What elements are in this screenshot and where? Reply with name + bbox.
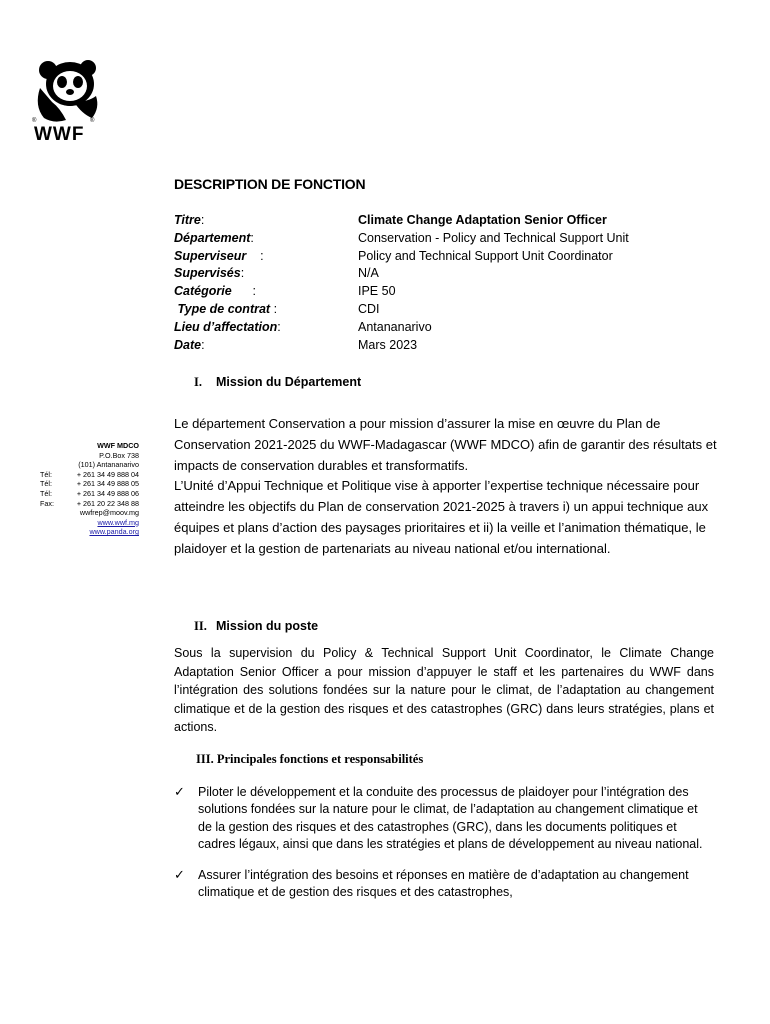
phone-label: Tél: xyxy=(40,469,52,479)
paragraph: Le département Conservation a pour mission d’assurer la mise en œuvre du Plan de Conservation 2021-2025 du WWF-Madagascar (WWF MDCO) afin de garantir des résultats et impacts de conservation durables et transformatifs. xyxy=(174,416,717,473)
org-name: WWF MDCO xyxy=(97,441,139,450)
contact-sidebar xyxy=(40,441,139,537)
phone-number: + 261 34 49 888 04 xyxy=(76,469,139,479)
list-item xyxy=(174,867,714,902)
phone-label: Tél: xyxy=(40,488,52,498)
list-item-text: Piloter le développement et la conduite des processus de plaidoyer pour l’intégration des solutions fondées sur la nature pour le climat, de l’adaptation au changement climatique et de la gestion des risques et des catastrophes (GRC), dans les documents politiques et cadres légaux, ainsi que dans les stratégies et plans de développement au niveau national. xyxy=(198,785,703,852)
meta-label-separator: : xyxy=(231,284,256,299)
section-number: III. xyxy=(196,752,214,766)
meta-label-separator: : xyxy=(200,213,205,227)
website-link[interactable]: www.wwf.mg xyxy=(97,517,139,527)
meta-value: Climate Change Adaptation Senior Officer xyxy=(358,213,607,227)
meta-row xyxy=(174,212,714,230)
meta-label-separator: : xyxy=(250,230,254,245)
section-number: I. xyxy=(194,375,202,389)
list-item xyxy=(174,784,714,854)
section-heading-2 xyxy=(194,619,318,634)
meta-value: N/A xyxy=(358,266,379,281)
meta-row xyxy=(174,265,714,283)
email: wwfrep@moov.mg xyxy=(79,508,139,518)
section-title: Mission du Département xyxy=(216,375,362,389)
meta-label xyxy=(174,319,358,337)
meta-row xyxy=(174,283,714,301)
phone-line xyxy=(40,499,139,509)
meta-label-text: Lieu d’affectation xyxy=(174,319,278,334)
meta-label-separator: : xyxy=(277,319,281,334)
meta-value: Policy and Technical Support Unit Coordinator xyxy=(358,248,613,263)
meta-row xyxy=(174,319,714,337)
meta-value: Mars 2023 xyxy=(358,337,418,352)
website-link[interactable]: www.panda.org xyxy=(89,527,139,537)
meta-label-text: Supervisés xyxy=(174,266,241,281)
meta-label-text: Type de contrat xyxy=(174,301,271,316)
meta-label xyxy=(174,265,358,283)
meta-value: Conservation - Policy and Technical Support Unit xyxy=(358,230,629,245)
meta-label xyxy=(174,337,358,355)
meta-label-text: Titre xyxy=(174,213,201,227)
phone-number: + 261 20 22 348 88 xyxy=(76,498,139,508)
section-number: II. xyxy=(194,619,207,633)
meta-value: Antananarivo xyxy=(358,319,432,334)
meta-label xyxy=(174,248,358,266)
responsibilities-list xyxy=(174,784,714,914)
meta-value: CDI xyxy=(358,301,380,316)
checkmark-icon: ✓ xyxy=(174,867,185,883)
meta-row xyxy=(174,248,714,266)
meta-label-text: Département xyxy=(174,230,251,245)
panda-icon xyxy=(30,58,102,124)
meta-label-separator: : xyxy=(201,337,205,352)
mission-departement xyxy=(174,414,722,560)
meta-row xyxy=(174,230,714,248)
paragraph: L’Unité d’Appui Technique et Politique vise à apporter l’expertise technique nécessaire pour atteindre les objectifs du Plan de conservation 2021-2025 à travers i) un appui technique aux équipes et plans d’action des paysages prioritaires et ii) la veille et l’animation thématique, le plaidoyer et la gestion de partenariats au niveau national et/ou international. xyxy=(174,478,709,556)
meta-label-text: Date xyxy=(174,337,202,352)
checkmark-icon: ✓ xyxy=(174,785,185,800)
wwf-logo xyxy=(30,58,102,152)
meta-label-separator: : xyxy=(240,266,245,281)
city: (101) Antananarivo xyxy=(78,460,139,470)
phone-line xyxy=(40,489,139,499)
phone-number: + 261 34 49 888 05 xyxy=(76,479,139,489)
job-meta-table xyxy=(174,212,714,354)
meta-label-text: Catégorie xyxy=(174,284,232,299)
phone-label: Tél: xyxy=(40,479,52,489)
section-title: Principales fonctions et responsabilités xyxy=(216,752,424,766)
meta-value: IPE 50 xyxy=(358,284,396,299)
meta-label xyxy=(174,212,358,230)
mission-poste: Sous la supervision du Policy & Technical Support Unit Coordinator, le Climate Change Adaptation Senior Officer a pour mission d’appuyer le staff et les partenaires du WWF dans l’intégration des solutions fondées sur la nature pour le climat, de l’adaptation au changement climatique et de la gestion des risques et des catastrophes (GRC) dans leurs stratégies, plans et actions. xyxy=(174,646,714,735)
meta-label-separator: : xyxy=(270,301,278,316)
phone-line xyxy=(40,470,139,480)
meta-row xyxy=(174,337,714,355)
list-item-text: Assurer l’intégration des besoins et réponses en matière de d’adaptation au changement climatique et de gestion des risques et des catastrophes, xyxy=(198,867,689,900)
meta-label-separator: : xyxy=(246,248,264,263)
phone-number: + 261 34 49 888 06 xyxy=(76,488,139,498)
registered-mark: ® xyxy=(90,118,95,124)
meta-label xyxy=(174,230,358,248)
meta-row xyxy=(174,301,714,319)
section-heading-3 xyxy=(196,752,423,767)
document-title: DESCRIPTION DE FONCTION xyxy=(174,176,366,192)
meta-label xyxy=(174,283,358,301)
meta-label-text: Superviseur xyxy=(174,248,247,263)
section-title: Mission du poste xyxy=(216,619,319,633)
registered-mark: ® xyxy=(32,118,37,124)
wwf-logo-text: WWF xyxy=(34,124,85,145)
meta-label xyxy=(174,301,358,319)
po-box: P.O.Box 738 xyxy=(99,450,139,460)
phone-line xyxy=(40,479,139,489)
section-heading-1 xyxy=(194,375,361,390)
phone-label: Fax: xyxy=(40,498,54,508)
